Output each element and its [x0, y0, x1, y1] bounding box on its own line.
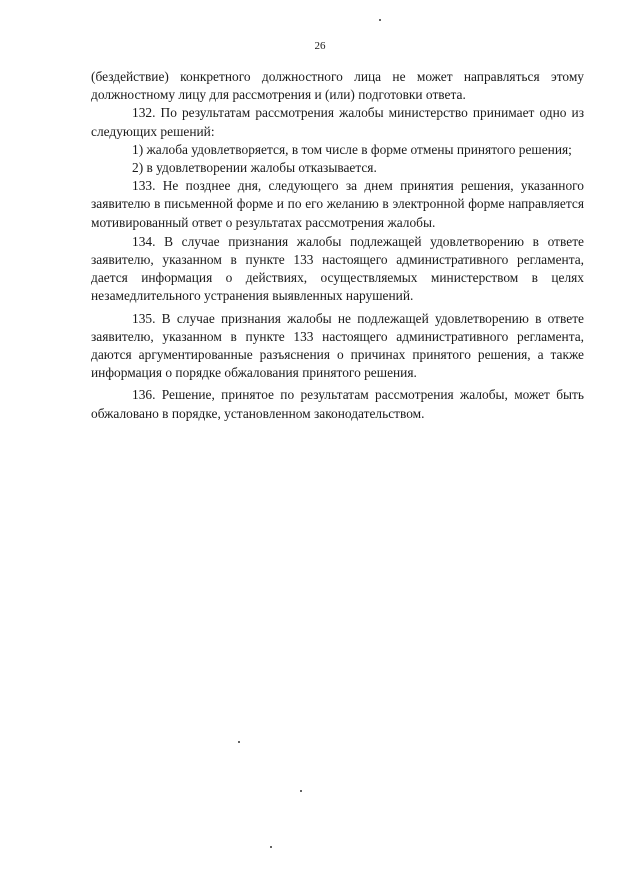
paragraph-136: 136. Решение, принятое по результатам рассмотрения жалобы, может быть обжаловано в порядке, установленном законодательством.: [91, 387, 584, 421]
list-item-2: 2) в удовлетворении жалобы отказывается.: [132, 160, 377, 176]
document-body: [91, 68, 584, 423]
paragraph-134: 134. В случае признания жалобы подлежащей удовлетворению в ответе заявителю, указанном в пункте 133 настоящего административного регламента, дается информация о действиях, осуществляемых министерством в целях незамедлительного устранения выявленных нарушений.: [91, 233, 584, 304]
paragraph-132: 132. По результатам рассмотрения жалобы министерство принимает одно из следующих решений:: [91, 105, 584, 139]
paragraph-continuation: (бездействие) конкретного должностного лица не может направляться этому должностному лицу для рассмотрения и (или) подготовки ответа.: [91, 69, 584, 103]
page-number: 26: [314, 40, 326, 52]
paragraph-135: 135. В случае признания жалобы не подлежащей удовлетворению в ответе заявителю, указанном в пункте 133 настоящего административного регламента, даются аргументированные разъяснения о причинах принятого решения, а также информация о порядке обжалования принятого решения.: [91, 310, 584, 381]
scan-speck: [379, 19, 381, 21]
scan-speck: [238, 741, 240, 743]
paragraph-133: 133. Не позднее дня, следующего за днем принятия решения, указанного заявителю в письменной форме и по его желанию в электронной форме направляется мотивированный ответ о результатах рассмотрения жалобы.: [91, 178, 584, 230]
list-item-1: 1) жалоба удовлетворяется, в том числе в форме отмены принятого решения;: [132, 141, 572, 157]
scan-speck: [300, 790, 302, 792]
scan-speck: [270, 846, 272, 848]
